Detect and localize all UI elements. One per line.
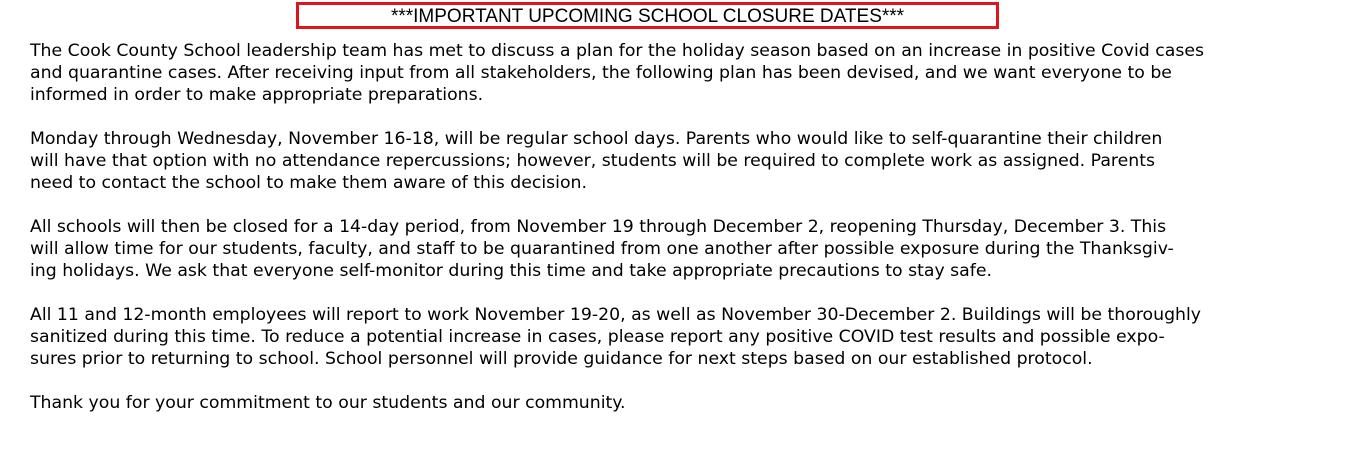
paragraph-line: Thank you for your commitment to our students and our community. <box>30 393 626 413</box>
paragraph-line: The Cook County School leadership team has met to discuss a plan for the holiday season based on an increase in positive Covid cases <box>30 41 1204 61</box>
paragraph-thanks <box>30 392 1340 414</box>
paragraph-line: informed in order to make appropriate preparations. <box>30 85 484 105</box>
paragraph-line: sanitized during this time. To reduce a potential increase in cases, please report any positive COVID test results and possible expo- <box>30 327 1165 347</box>
notice-title: ***IMPORTANT UPCOMING SCHOOL CLOSURE DATES*** <box>390 5 905 27</box>
paragraph-line: ing holidays. We ask that everyone self-monitor during this time and take appropriate precautions to stay safe. <box>30 261 992 281</box>
notice-body <box>30 40 1340 436</box>
paragraph-intro <box>30 40 1340 106</box>
title-box <box>296 2 999 29</box>
paragraph-line: All 11 and 12-month employees will report to work November 19-20, as well as November 30-December 2. Buildings will be thoroughly <box>30 305 1202 325</box>
paragraph-line: will allow time for our students, faculty, and staff to be quarantined from one another after possible exposure during the Thanksgiv- <box>30 239 1174 259</box>
paragraph-line: need to contact the school to make them aware of this decision. <box>30 173 587 193</box>
paragraph-line: and quarantine cases. After receiving input from all stakeholders, the following plan has been devised, and we want everyone to be <box>30 63 1172 83</box>
paragraph-regular-days <box>30 128 1340 194</box>
paragraph-line: All schools will then be closed for a 14-day period, from November 19 through December 2, reopening Thursday, December 3. This <box>30 217 1167 237</box>
paragraph-line: sures prior to returning to school. School personnel will provide guidance for next steps based on our established protocol. <box>30 349 1093 369</box>
paragraph-closure <box>30 216 1340 282</box>
paragraph-line: will have that option with no attendance repercussions; however, students will be required to complete work as assigned. Parents <box>30 151 1155 171</box>
paragraph-line: Monday through Wednesday, November 16-18, will be regular school days. Parents who would like to self-quarantine their children <box>30 129 1163 149</box>
paragraph-employees <box>30 304 1340 370</box>
